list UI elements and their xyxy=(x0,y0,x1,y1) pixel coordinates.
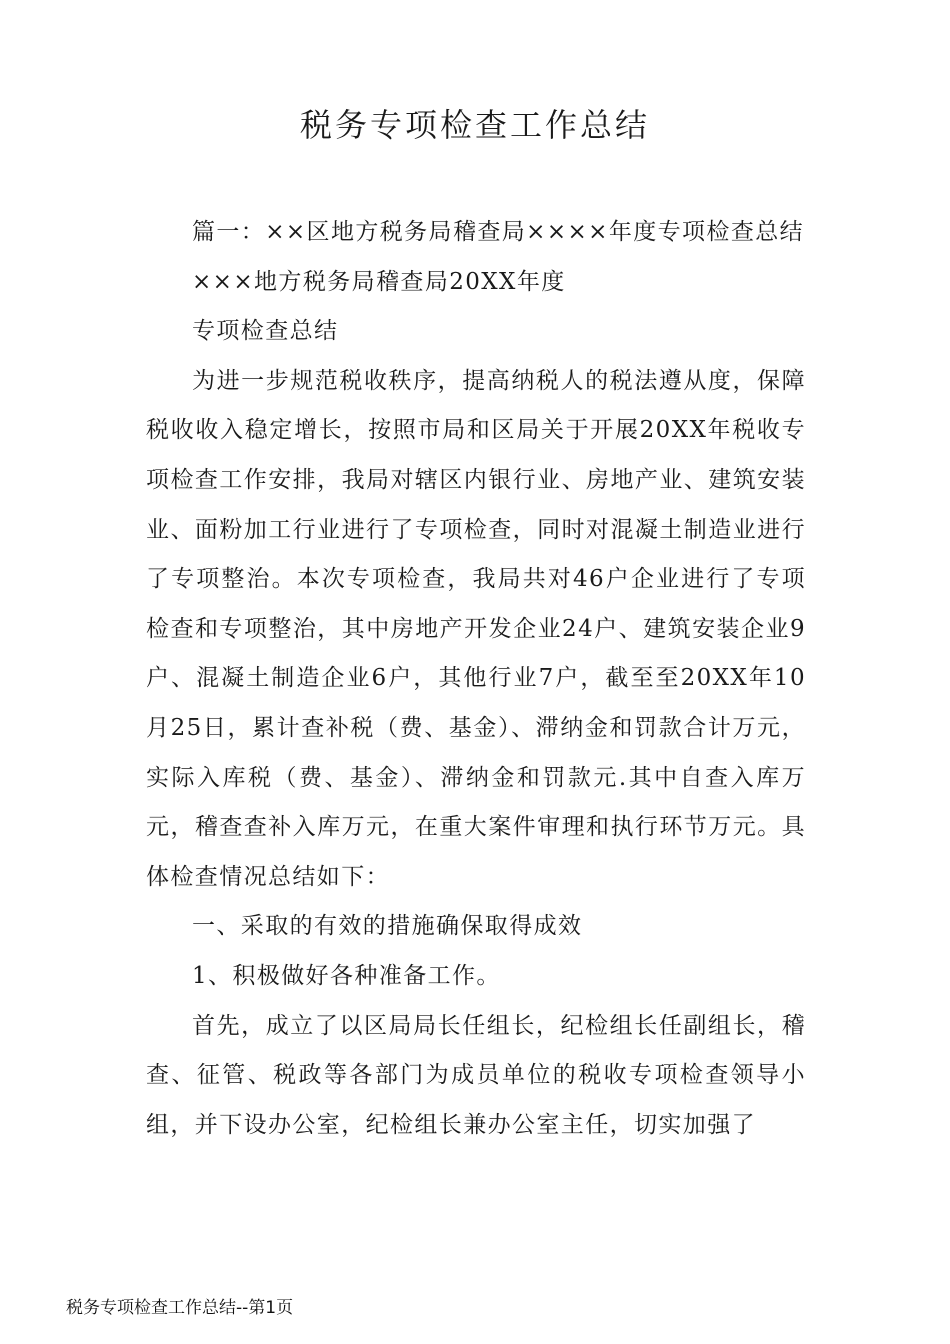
paragraph-3: 专项检查总结 xyxy=(192,318,339,345)
document-title: 税务专项检查工作总结 xyxy=(299,106,650,144)
paragraph-2: ×××地方税务局稽查局20XX年度 xyxy=(192,268,566,295)
paragraph-1: 篇一：××区地方税务局稽查局××××年度专项检查总结 xyxy=(192,219,805,245)
document-body xyxy=(146,208,806,1150)
subsection-heading-1: 1、积极做好各种准备工作。 xyxy=(192,962,501,989)
page-footer: 税务专项检查工作总结--第1页 xyxy=(66,1298,294,1318)
section-heading-1: 一、采取的有效的措施确保取得成效 xyxy=(192,913,583,940)
paragraph-5: 首先，成立了以区局局长任组长，纪检组长任副组长，稽查、征管、税政等各部门为成员单位的税收专项检查领导小组，并下设办公室，纪检组长兼办公室主任，切实加强了 xyxy=(146,1012,806,1138)
paragraph-4: 为进一步规范税收秩序，提高纳税人的税法遵从度，保障税收收入稳定增长，按照市局和区局关于开展20XX年税收专项检查工作安排，我局对辖区内银行业、房地产业、建筑安装业、面粉加工行业进行了专项检查，同时对混凝土制造业进行了专项整治。本次专项检查，我局共对46户企业进行了专项检查和专项整治，其中房地产开发企业24户、建筑安装企业9户、混凝土制造企业6户，其他行业7户，截至至20XX年10月25日，累计查补税（费、基金）、滞纳金和罚款合计万元，实际入库税（费、基金）、滞纳金和罚款元.其中自查入库万元，稽查查补入库万元，在重大案件审理和执行环节万元。具体检查情况总结如下： xyxy=(146,367,806,890)
